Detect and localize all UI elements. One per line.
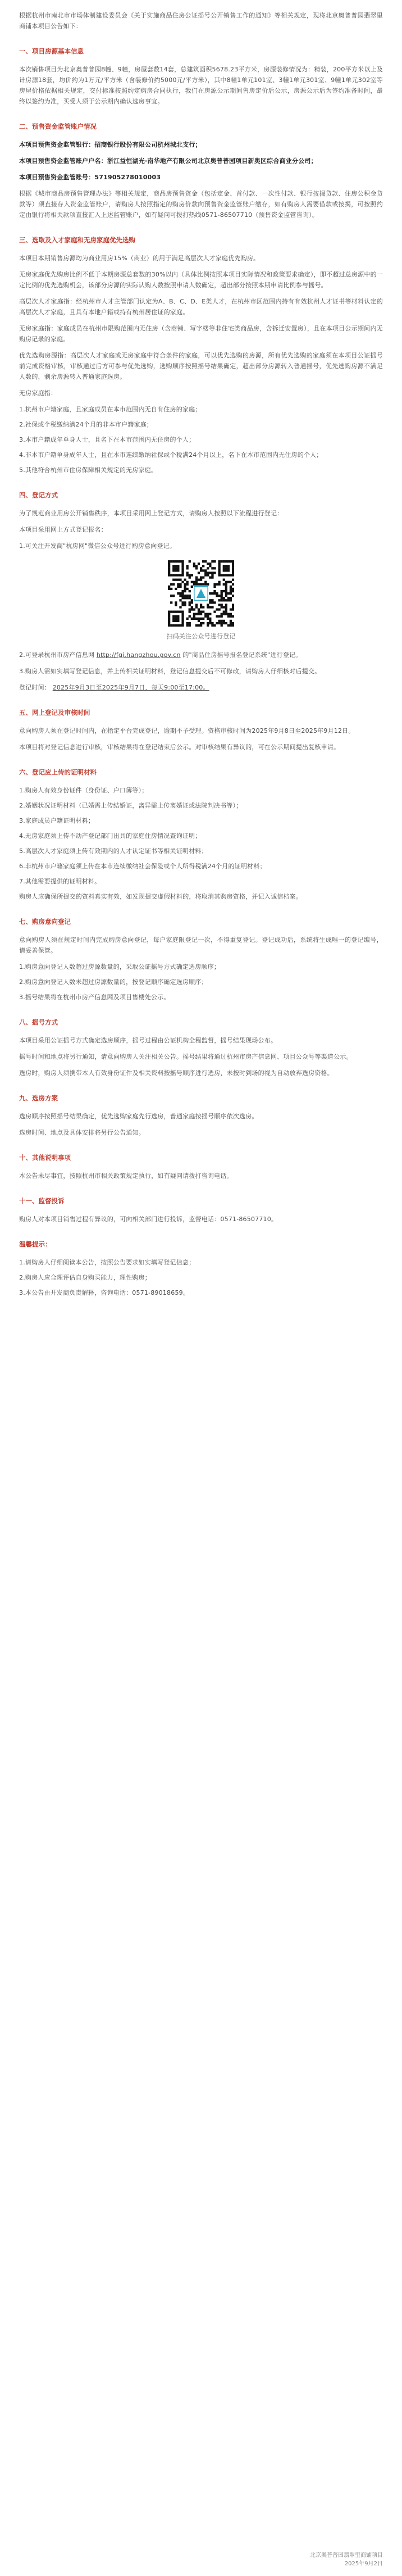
supervision-account-number: 本项目预售资金监管账号：571905278010003 — [19, 174, 161, 181]
section-5-title: 五、网上登记及审核时间 — [19, 709, 90, 716]
wechat-qr-code[interactable] — [168, 560, 234, 627]
section-8-paragraph-2: 摇号时间和地点将另行通知，请意向购房人关注相关公告。摇号结果将通过杭州市房产信息网、项目公众号等渠道公示。 — [19, 1053, 353, 1060]
notice-list — [19, 1257, 383, 1298]
registration-method-3: 3.购房人需如实填写登记信息，并上传相关证明材料，登记信息提交后不可修改，请购房人仔细核对后提交。 — [19, 668, 321, 675]
registration-time — [19, 682, 383, 693]
list-item: 2.婚姻状况证明材料（已婚需上传结婚证，离异需上传离婚证或法院判决书等）； — [19, 802, 243, 809]
section-5-paragraph-1: 意向购房人须在登记时间内，在指定平台完成登记，逾期不予受理。资格审核时间为2025年9月8日至2025年9月12日。 — [19, 727, 355, 734]
list-item: 4.无房家庭须上传不动产登记部门出具的家庭住房情况查询证明； — [19, 832, 202, 840]
list-item: 2.购房意向登记人数未超过房源数量的，按登记顺序确定选房顺序； — [19, 978, 208, 986]
footer-date: 2025年9月2日 — [344, 2561, 383, 2567]
section-11-paragraph: 购房人对本项目销售过程有异议的，可向相关部门进行投诉，监督电话：0571-86507710。 — [19, 1216, 278, 1223]
no-house-criteria-list — [19, 404, 383, 475]
section-7-title: 七、购房意向登记 — [19, 918, 71, 926]
supervision-bank: 本项目预售资金监管银行：招商银行股份有限公司杭州城北支行； — [19, 141, 202, 148]
list-item: 2.社保或个税缴纳满24个月的非本市户籍家庭； — [19, 421, 153, 428]
list-item: 5.其他符合杭州市住房保障相关规定的无房家庭。 — [19, 466, 158, 474]
qr-caption: 扫码关注公众号进行登记 — [166, 633, 236, 640]
section-8-title: 八、摇号方式 — [19, 1018, 58, 1026]
section-8-paragraph-1: 本项目采用公证摇号方式确定选房顺序，摇号过程由公证机构全程监督，摇号结果现场公布。 — [19, 1037, 277, 1044]
footer-company: 北京奥普普园翡翠里商铺项目 — [310, 2552, 383, 2559]
registration-rules-list — [19, 962, 383, 1003]
section-1-title: 一、项目房源基本信息 — [19, 47, 84, 55]
list-item: 1.购房人有效身份证件（身份证、户口簿等）； — [19, 787, 148, 794]
registration-method-2-prefix: 2.可登录杭州市房产信息网 — [19, 651, 95, 659]
section-9-paragraph-1: 选房顺序按照摇号结果确定，优先选购家庭先行选房，普通家庭按摇号顺序依次选房。 — [19, 1113, 258, 1120]
list-item: 3.家庭成员户籍证明材料； — [19, 817, 95, 824]
section-3-paragraph-4: 无房家庭指：家庭成员在杭州市限购范围内无住房（含商铺、写字楼等非住宅类商品房，含拆迁安置房），且在本项目公示期间内无购房记录的家庭。 — [19, 325, 383, 343]
housing-website-link[interactable]: http://fgj.hangzhou.gov.cn — [96, 651, 181, 659]
footer-signature — [310, 2551, 383, 2568]
section-3-paragraph-3: 高层次人才家庭指：经杭州市人才主管部门认定为A、B、C、D、E类人才，在杭州市区范围内持有有效杭州人才证书等材料认定的高层次人才家庭，且具有本地户籍或持有杭州居住证的家庭。 — [19, 298, 383, 316]
section-11-title: 十一、监督投诉 — [19, 1197, 65, 1205]
section-3-paragraph-2: 无房家庭优先购房比例不低于本期房源总套数的30%以内（具体比例按照本项目实际情况和政策要求确定），即不超过总房源中的一定比例的优先选购机会，该部分房源的实际认购人数按照申请人数确定，超出部分按照本期申请比例参与摇号。 — [19, 271, 383, 289]
list-item: 3.摇号结果将在杭州市房产信息网及项目售楼处公示。 — [19, 994, 170, 1001]
registration-method-1: 1.可关注开发商"杭房网"微信公众号进行购房意向登记。 — [19, 542, 176, 550]
list-item: 3.本公告由开发商负责解释，咨询电话：0571-89018659。 — [19, 1289, 190, 1296]
registration-method-2 — [19, 650, 383, 660]
section-7-paragraph: 意向购房人须在规定时间内完成购房意向登记，每户家庭限登记一次，不得重复登记。登记成功后，系统将生成唯一的登记编号，请妥善保管。 — [19, 936, 383, 954]
section-4-title: 四、登记方式 — [19, 491, 58, 499]
section-5-paragraph-2: 本项目将对登记信息进行审核，审核结果将在登记结束后公示。对审核结果有异议的，可在公示期间提出复核申请。 — [19, 743, 340, 751]
section-9-title: 九、选房方案 — [19, 1094, 58, 1102]
section-6-title: 六、登记应上传的证明材料 — [19, 768, 97, 776]
section-10-paragraph: 本公告未尽事宜，按照杭州市相关政策规定执行，如有疑问请拨打咨询电话。 — [19, 1172, 233, 1180]
section-2-title: 二、预售资金监管账户情况 — [19, 123, 97, 130]
section-8-paragraph-3: 选房时，购房人须携带本人有效身份证件及相关资料按摇号顺序进行选房，未按时到场的视为自动放弃选房资格。 — [19, 1069, 334, 1077]
list-item: 5.高层次人才家庭须上传有效期内的人才认定证书等相关证明材料； — [19, 847, 208, 855]
list-item: 7.其他需要提供的证明材料。 — [19, 878, 101, 885]
section-3-paragraph-5: 优先选购房源指：高层次人才家庭或无房家庭中符合条件的家庭，可以优先选购的房源，所有优先选购的家庭须在本项目公证摇号前完成资格审核，审核通过后方可参与优先选购，选购顺序按照摇号结果确定，超出部分房源转入普通摇号，优先选购房源不满足人数的，剩余房源转入普通家庭选房。 — [19, 352, 383, 380]
registration-method-2-suffix: 的"商品住房摇号报名登记系统"进行登记。 — [182, 651, 302, 659]
section-3-title: 三、选取及入才家庭和无房家庭优先选购 — [19, 236, 135, 244]
section-3-subtitle: 无房家庭指： — [19, 389, 57, 397]
list-item: 4.非本市户籍单身成年人士，且在本市连续缴纳社保或个税满24个月以上，名下在本市范围内无住房的个人； — [19, 451, 323, 459]
supervision-account-name: 本项目预售资金监管账户户名：浙江益恒湖光·南华地产有限公司北京奥普普园项目新奥区综合商业分公司； — [19, 157, 317, 165]
section-3-paragraph-1: 本项目本期销售房源均为商业用房15%（商业）的用于满足高层次人才家庭优先购房。 — [19, 255, 260, 262]
section-2-paragraph: 根据《城市商品房预售管理办法》等相关规定，商品房预售资金（包括定金、首付款、一次性付款、银行按揭贷款、住房公积金贷款等）须直接存入资金监管账户，请购房人按照指定的购房价款向预售资金监管账户缴存，如有购房人需要借款或按揭，可按照约定由银行将相关款项直接汇入上述监管账户，如有疑问可拨打热线0571-86507710（预售资金监管咨询）。 — [19, 190, 383, 219]
section-10-title: 十、其他说明事项 — [19, 1154, 71, 1162]
required-materials-list — [19, 785, 383, 887]
notice-title: 温馨提示： — [19, 1240, 52, 1248]
list-item: 1.购房意向登记人数超过房源数量的，采取公证摇号方式确定选房顺序； — [19, 963, 221, 970]
section-4-paragraph-1: 为了规范商业用房公开销售秩序，本项目采用网上登记方式，请购房人按照以下流程进行登记： — [19, 510, 284, 517]
section-1-paragraph: 本次销售项目为北京奥普普园8幢、9幢，房屋套数14套，总建筑面积5678.23平方米，房源装修情况为：精装，200平方米以上及计房源18套，均价约为1万元/平方米（含装修价约5000元/平方米），其中8幢1单元101室、3幢1单元301室、9幢1单元302室等房屋价格依据相关规定，交付标准按照约定购房合同执行，我们在房源公示期间售房定价后公示，房源公示后为签约准备时间，最终以签约为准，买受人须于公示期内确认选房事宜。 — [19, 66, 383, 105]
section-4-paragraph-2: 本项目采用网上方式登记报名： — [19, 526, 107, 533]
list-item: 1.请购房人仔细阅读本公告，按照公告要求如实填写登记信息； — [19, 1259, 195, 1266]
qr-code-icon — [168, 560, 234, 627]
footer — [19, 2551, 383, 2568]
list-item: 2.购房人应合理评估自身购买能力，理性购房； — [19, 1274, 151, 1281]
list-item: 6.非杭州市户籍家庭须上传在本市连续缴纳社会保险或个人所得税满24个月的证明材料； — [19, 863, 266, 870]
intro — [19, 10, 383, 31]
list-item: 3.本市户籍成年单身人士，且名下在本市范围内无住房的个人； — [19, 436, 195, 443]
list-item: 1.杭州市户籍家庭，且家庭成员在本市范围内无自有住房的家庭； — [19, 406, 202, 413]
section-9-paragraph-2: 选房时间、地点及具体安排将另行公告通知。 — [19, 1129, 145, 1136]
registration-time-value: 2025年9月3日至2025年9月7日，每天9:00至17:00。 — [52, 684, 209, 691]
intro-paragraph: 根据杭州市南北市市场体制建设委员会《关于实施商品住房公证摇号公开销售工作的通知》等相关规定，现将北京奥普普园翡翠里商铺本项目公告如下： — [19, 12, 383, 30]
section-6-paragraph: 购房人应确保所提交的资料真实有效，如发现提交虚假材料的，将取消其购房资格，并记入诚信档案。 — [19, 893, 302, 900]
registration-time-label: 登记时间： — [19, 684, 51, 691]
